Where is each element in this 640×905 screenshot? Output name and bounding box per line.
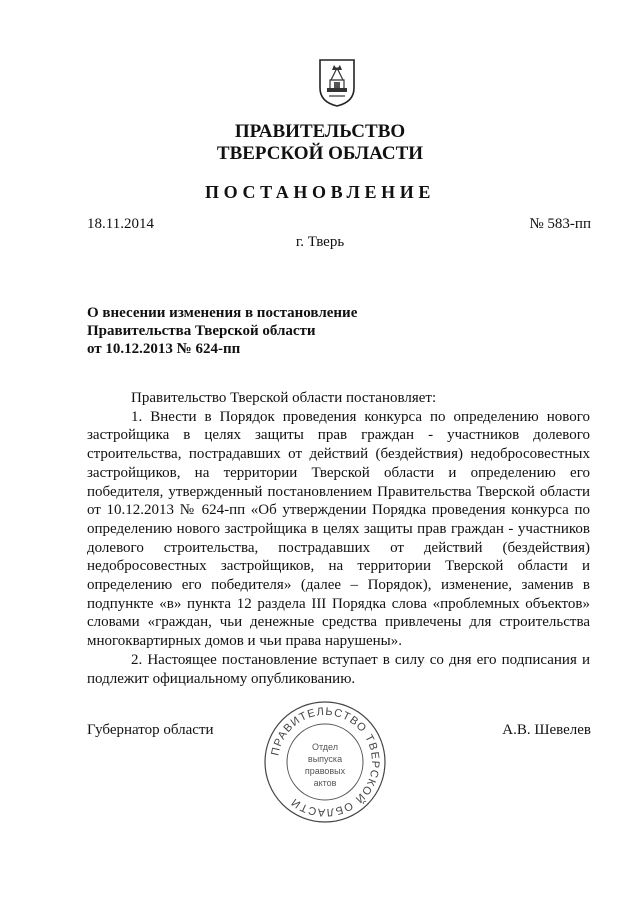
decree-body: [87, 389, 590, 688]
signer-position: Губернатор области: [87, 722, 214, 738]
decree-subject: [87, 304, 357, 358]
official-stamp: [261, 698, 389, 826]
stamp-center-line3: правовых: [304, 766, 346, 776]
body-intro: Правительство Тверской области постановляет:: [131, 390, 437, 406]
subject-line3: от 10.12.2013 № 624-пп: [87, 341, 241, 357]
stamp-center-line2: выпуска: [307, 754, 343, 764]
stamp-center-line1: Отдел: [311, 742, 339, 752]
coat-of-arms-icon: [317, 58, 357, 108]
stamp-ring-text: ПРАВИТЕЛЬСТВО ТВЕРСКОЙ ОБЛАСТИ: [269, 705, 382, 819]
government-name-line1: ПРАВИТЕЛЬСТВО: [234, 121, 406, 142]
decree-date: 18.11.2014: [87, 216, 154, 232]
body-item-1: 1. Внести в Порядок проведения конкурса по определению нового застройщика в целях защиты прав граждан - участников долевого строительства, пострадавших от действий (бездействия) недобросовестных застройщиков, на территории Тверской области и определению его победителя, утвержденный постановлением Правительства Тверской области от 10.12.2013 № 624-пп «Об утверждении Порядка проведения конкурса по определению нового застройщика в целях защиты прав граждан - участников долевого строительства, пострадавших от действий (бездействия) недобросовестных застройщиков, на территории Тверской области и определению его победителя» (далее – Порядок), изменение, заменив в подпункте «в» пункта 12 раздела III Порядка слова «проблемных объектов» словами «граждан, чьи денежные средства привлечены для строительства многоквартирных домов и чьи права нарушены».: [87, 408, 590, 650]
subject-line2: Правительства Тверской области: [87, 323, 316, 339]
decree-number: № 583-пп: [529, 216, 591, 232]
decree-city: г. Тверь: [295, 234, 345, 250]
government-name-line2: ТВЕРСКОЙ ОБЛАСТИ: [216, 143, 424, 164]
signer-name: А.В. Шевелев: [502, 722, 591, 738]
stamp-center-line4: актов: [313, 778, 337, 788]
subject-line1: О внесении изменения в постановление: [87, 305, 358, 321]
body-item-2: 2. Настоящее постановление вступает в силу со дня его подписания и подлежит официальному опубликованию.: [87, 651, 590, 687]
document-type-title: ПОСТАНОВЛЕНИЕ: [205, 182, 435, 202]
